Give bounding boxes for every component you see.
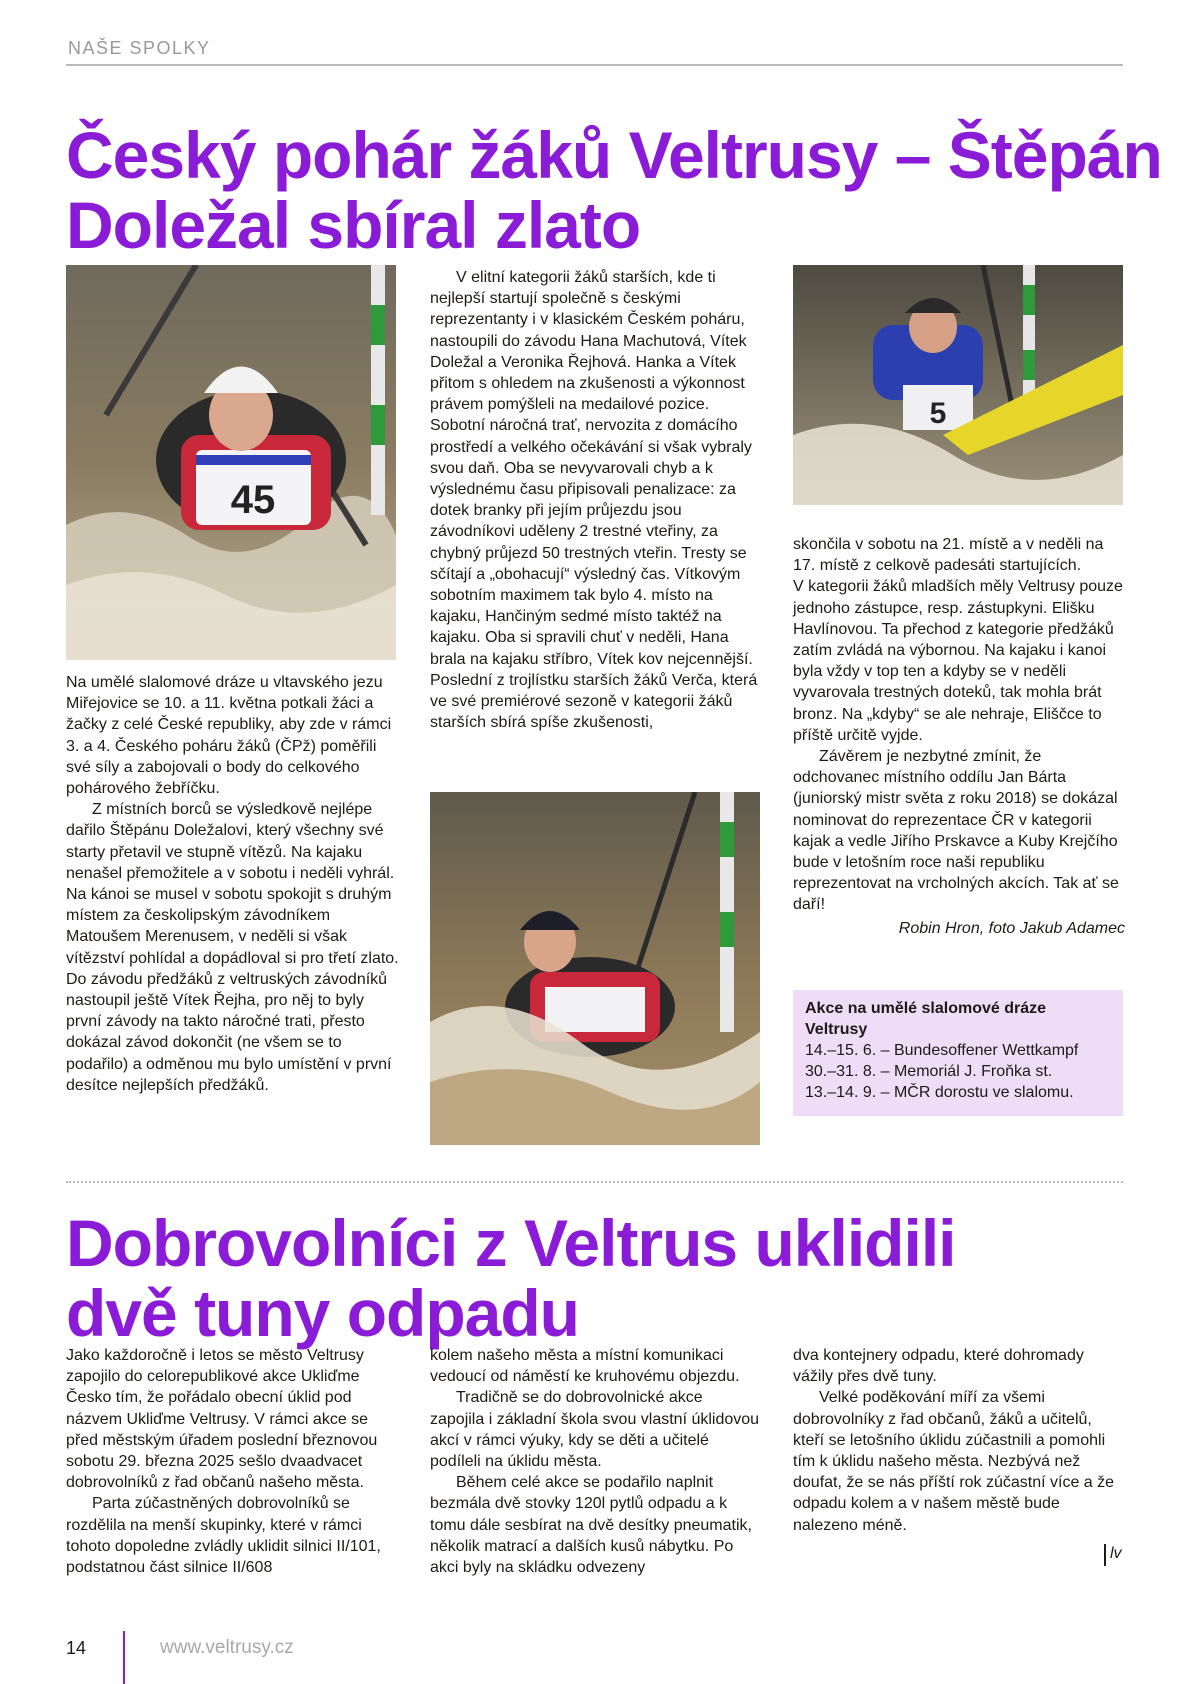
infobox-event: 13.–14. 9. – MČR dorostu ve slalomu.: [805, 1084, 1074, 1101]
article1-title-line1: Český pohár žáků Veltrusy – Štěpán: [66, 118, 1162, 192]
signature-bar: [1104, 1544, 1106, 1566]
top-divider: [66, 64, 1123, 66]
article1-title-line2: Doležal sbíral zlato: [66, 188, 641, 262]
page-number: 14: [66, 1638, 87, 1658]
website-link[interactable]: www.veltrusy.cz: [160, 1637, 294, 1658]
article1-signature: Robin Hron, foto Jakub Adamec: [898, 919, 1125, 937]
bib-number-photo3: 5: [929, 397, 947, 430]
article1-col2-para1: V elitní kategorii žáků starších, kde ti nejlepší startují společně s českými reprezentanty i v klasickém Českém poháru, nastoupili do závodu Hana Machutová, Vítek Doležal a Veronika Řejhová. Hanka a Vítek přitom s ohledem na zkušenosti a výkonnost právem pomýšleli na medailové pozice. Sobotní náročná trať, nervozita z domácího prostředí a velkého očekávání si však vybraly svou daň. Oba se nevyvarovali chyb a k výslednému času připisovali penalizace: za dotek branky při jejím průjezdu jsou závodníkovi uděleny 2 trestné vteřiny, za chybný průjezd 50 trestných vteřin. Tresty se sčítají a „obohacují“ výsledný čas. Vítkovým sobotním maximem tak bylo 4. místo na kajaku, Hančiným sedmé místo taktéž na kajaku. Oba si spravili chuť v neděli, Hana brala na kajaku stříbro, Vítek kov nejcennější. Poslední z trojlístku starších žáků Verča, která ve své premiérové sezoně v kategorii žáků starších sbírá spíše zkušenosti,: [430, 269, 758, 732]
photo-kayaker-bib45: [66, 265, 396, 660]
bib-number: 45: [230, 478, 276, 522]
article-divider: [66, 1181, 1123, 1183]
photo-kayaker-yellow-boat: [793, 265, 1123, 505]
article2-col1-para2: Parta zúčastněných dobrovolníků se rozdělila na menší skupinky, které v rámci tohoto dopoledne zvládly uklidit silnici II/101, podstatnou část silnice II/608: [66, 1495, 381, 1577]
article1-col3-para1: skončila v sobotu na 21. místě a v neděli na 17. místě z celkově padesáti startujících.: [793, 536, 1104, 575]
article2-col1-para1: Jako každoročně i letos se město Veltrusy zapojilo do celorepublikové akce Ukliďme Česko tím, že pořádalo obecní úklid pod názvem Ukliďme Veltrusy. V rámci akce se před městským úřadem poslední březnovou sobotu 29. března 2025 sešlo dvaadvacet dobrovolníků z řad občanů našeho města.: [66, 1347, 378, 1492]
article2-column2: [430, 1345, 760, 1578]
article1-col3-para2: V kategorii žáků mladších měly Veltrusy pouze jednoho zástupce, resp. zástupkyni. Elišku Havlínovou. Ta přechod z kategorie předžáků zatím zvládá na výbornou. Na kajaku i kanoi byla vždy v top ten a kdyby se v neděli vyvarovala trestných doteků, tak mohla brát bronz. Na „kdyby“ se ale nehraje, Eliščce to příště určitě vyjde.: [793, 578, 1123, 744]
article1-title: [66, 120, 1162, 260]
infobox-event: 14.–15. 6. – Bundesoffener Wettkampf: [805, 1042, 1079, 1059]
article2-title-line2: dvě tuny odpadu: [66, 1276, 579, 1350]
article1-col1-para1: Na umělé slalomové dráze u vltavského jezu Miřejovice se 10. a 11. května potkali žáci a žačky z celé České republiky, aby zde v rámci 3. a 4. Českého poháru žáků (ČPž) poměřili své síly a zabojovali o body do celkového pohárového žebříčku.: [66, 674, 392, 798]
article2-col2-para3: Během celé akce se podařilo naplnit bezmála dvě stovky 120l pytlů odpadu a k tomu dále sesbírat na dvě desítky pneumatik, několik matrací a dalších kusů nábytku. Po akci byly na skládku odvezeny: [430, 1474, 752, 1577]
article1-column1: [66, 672, 401, 1096]
article1-col1-para2: Z místních borců se výsledkově nejlépe dařilo Štěpánu Doležalovi, který všechny své starty přetavil ve stupně vítězů. Na kajaku nenašel přemožitele a v sobotu i neděli vyhrál. Na kánoi se musel v sobotu spokojit s druhým místem za českolipským závodníkem Matoušem Merenusem, v neděli si však vítězství pohlídal a dopádloval si pro třetí zlato. Do závodu předžáků z veltruských závodníků nastoupil ještě Vítek Řejha, pro něj to byly první závody na takto náročné trati, přesto dokázal závod dokončit (ne všem se to podařilo) a odměnou mu bylo umístění v první desítce nejlepších předžáků.: [66, 801, 399, 1094]
footer-accent-bar: [123, 1631, 125, 1684]
article2-col2-para1: kolem našeho města a místní komunikaci vedoucí od náměstí ke kruhovému objezdu.: [430, 1347, 740, 1386]
article1-column3: [793, 534, 1125, 939]
infobox-event: 30.–31. 8. – Memoriál J. Froňka st.: [805, 1063, 1053, 1080]
article2-col3-para1: dva kontejnery odpadu, které dohromady vážily přes dvě tuny.: [793, 1347, 1084, 1386]
article2-col3-para2: Velké poděkování míří za všemi dobrovolníky z řad občanů, žáků a učitelů, kteří se letošního úklidu zúčastnili a pomohli tím k úklidu našeho města. Nezbývá než doufat, že se nás příští rok zúčastní více a že odpadu kolem a v našem městě bude nalezeno méně.: [793, 1389, 1115, 1534]
article2-col2-para2: Tradičně se do dobrovolnické akce zapojila i základní škola svou vlastní úklidovou akcí v rámci výuky, kdy se děti a učitelé podíleli na úklidu města.: [430, 1389, 760, 1471]
article2-title: [66, 1208, 956, 1348]
article1-col3-para3: Závěrem je nezbytné zmínit, že odchovanec místního oddílu Jan Bárta (juniorský mistr světa z roku 2018) se dokázal nominovat do reprezentace ČR v kategorii kajak a vedle Jiřího Prskavce a Kuby Krejčího bude v letošním roce naši republiku reprezentovat na vrcholných akcích. Tak ať se daří!: [793, 748, 1119, 914]
section-label: NAŠE SPOLKY: [68, 38, 211, 58]
article2-signature: lv: [1110, 1545, 1122, 1562]
article2-column1: [66, 1345, 396, 1578]
events-infobox: [793, 990, 1123, 1116]
photo-kayaker-rapids: [430, 792, 760, 1145]
article2-title-line1: Dobrovolníci z Veltrus uklidili: [66, 1206, 956, 1280]
article1-column2: [430, 267, 762, 733]
article2-column3: [793, 1345, 1123, 1536]
infobox-title: Akce na umělé slalomové dráze Veltrusy: [805, 1000, 1046, 1038]
